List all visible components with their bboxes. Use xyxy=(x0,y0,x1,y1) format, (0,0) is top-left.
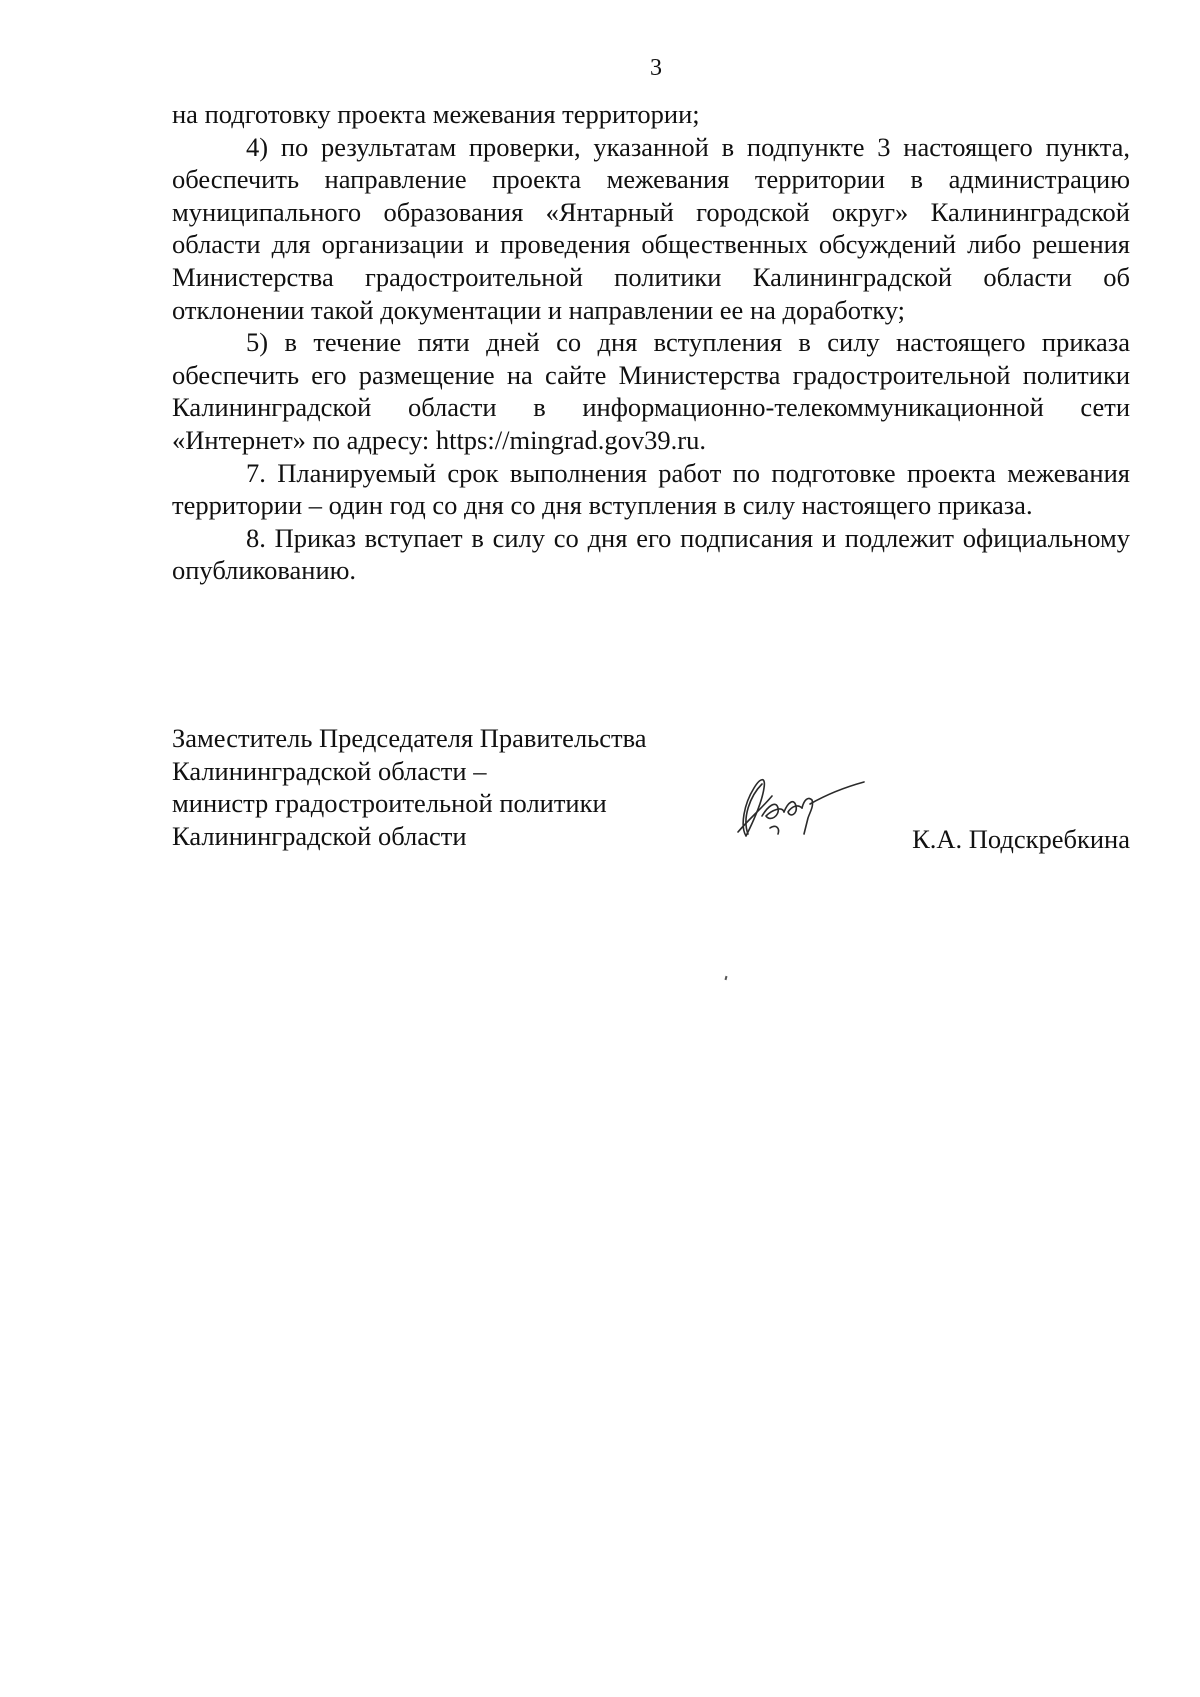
signatory-title-line: Заместитель Председателя Правительства xyxy=(172,723,647,753)
signatory-title-line: министр градостроительной политики xyxy=(172,788,607,819)
paragraph-point-7: 7. Планируемый срок выполнения работ по подготовке проекта межевания территории – один год со дня со дня вступления в силу настоящего приказа. xyxy=(172,457,1130,521)
paragraph-item-5: 5) в течение пяти дней со дня вступления в силу настоящего приказа обеспечить его размещение на сайте Министерства градостроительной политики Калининградской области в информационно-телекоммуникационной сети «Интернет» по адресу: https://mingrad.gov39.ru. xyxy=(172,327,1130,455)
paragraph-continuation: на подготовку проекта межевания территории; xyxy=(172,99,700,129)
signatory-title-line: Калининградской области xyxy=(172,820,467,851)
scan-speck xyxy=(725,976,728,980)
document-body xyxy=(172,98,1130,587)
signatory-title-line: Калининградской области – xyxy=(172,755,487,786)
signatory-name: К.А. Подскребкина xyxy=(912,824,1130,854)
paragraph-item-4: 4) по результатам проверки, указанной в подпункте 3 настоящего пункта, обеспечить направление проекта межевания территории в администрацию муниципального образования «Янтарный городской округ» Калининградской области для организации и проведения общественных обсуждений либо решения Министерства градостроительной политики Калининградской области об отклонении такой документации и направлении ее на доработку; xyxy=(172,131,1130,325)
page-number: 3 xyxy=(650,55,662,81)
paragraph-point-8: 8. Приказ вступает в силу со дня его подписания и подлежит официальному опубликованию. xyxy=(172,522,1130,586)
handwritten-signature xyxy=(732,766,867,846)
signature-block xyxy=(172,722,1130,862)
